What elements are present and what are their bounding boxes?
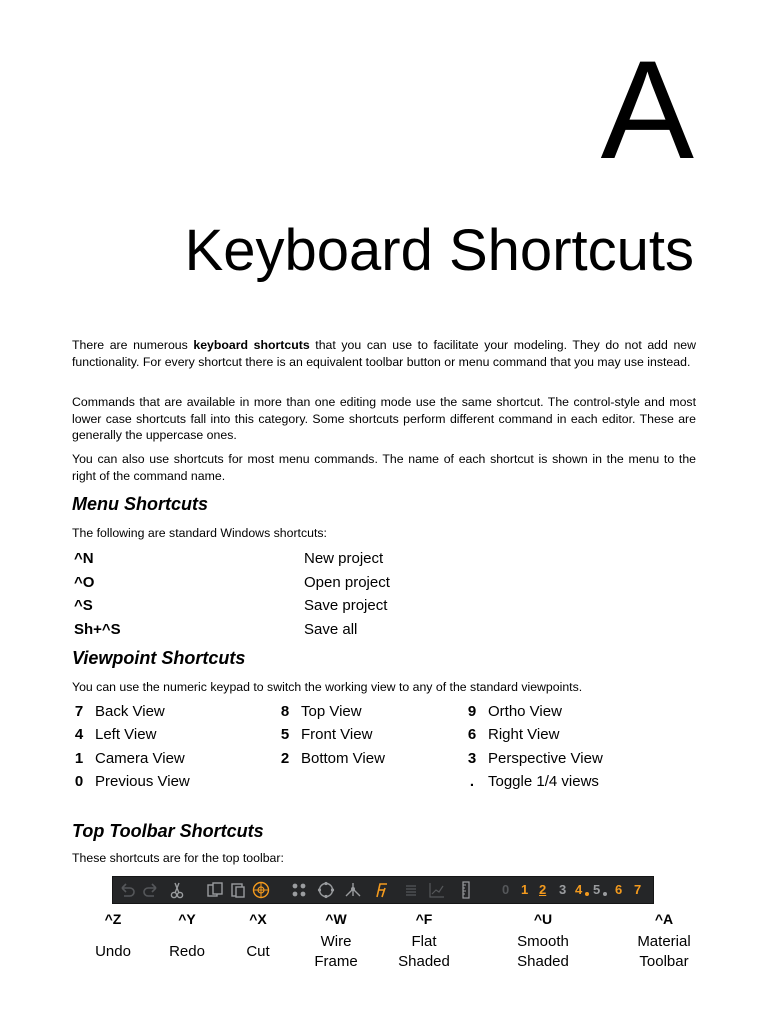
shortcut-command: Bottom View [301,750,385,767]
grid-icon [289,880,309,900]
toolbar-number: 6 [615,882,623,897]
shortcut-command: Smooth Shaded [517,933,569,970]
shortcut-key: 6 [467,726,477,743]
shortcut-key: ^X [249,911,267,927]
top-toolbar-image [112,876,654,904]
shortcut-key: 5 [280,726,290,743]
cut-icon [167,880,187,900]
shortcut-key: 8 [280,703,290,720]
shortcut-key: ^Y [178,911,196,927]
shortcut-command: Redo [169,943,205,960]
chapter-letter: A [600,31,694,188]
top-toolbar-shortcuts-intro: These shortcuts are for the top toolbar: [72,851,284,865]
graph-icon [427,880,447,900]
copy-icon [205,880,225,900]
shortcut-key: ^S [74,597,93,614]
viewpoint-shortcuts-intro: You can use the numeric keypad to switch the working view to any of the standard viewpoints. [72,680,583,694]
redo-icon [141,880,161,900]
shortcut-command: Undo [95,943,131,960]
flat-shade-icon [372,880,392,900]
shortcut-key: 2 [280,750,290,767]
paste-icon [228,880,248,900]
intro-paragraph-3: You can also use shortcuts for most menu commands. The name of each shortcut is shown in the menu to the right of the command name. [72,452,696,483]
top-toolbar-shortcuts-heading: Top Toolbar Shortcuts [72,821,264,841]
shortcut-command: Toggle 1/4 views [488,773,599,790]
keyboard-shortcuts-term: keyboard shortcuts [193,338,310,352]
target-icon [251,880,271,900]
shortcut-key: 0 [74,773,84,790]
shortcut-key: 4 [74,726,84,743]
ruler-icon [456,880,476,900]
menu-shortcuts-intro: The following are standard Windows shortcuts: [72,526,327,540]
shortcut-key: ^W [325,911,347,927]
shortcut-key: Sh+^S [74,621,121,638]
undo-icon [117,880,137,900]
shortcut-command: Material Toolbar [637,933,691,970]
shortcut-command: New project [304,550,384,567]
shortcut-command: Ortho View [488,703,562,720]
shortcut-command: Perspective View [488,750,603,767]
shortcut-command: Back View [95,703,165,720]
intro-paragraph-1: There are numerous keyboard shortcuts that you can use to facilitate your modeling. They do not add new functionality. For every shortcut there is an equivalent toolbar button or menu command that you may use instead. [72,338,697,369]
toolbar-number: 3 [559,882,567,897]
shortcut-command: Wire Frame [314,933,358,970]
intro-paragraph-2: Commands that are available in more than one editing mode use the same shortcut. The control-style and most lower case shortcuts fall into this category. Some shortcuts perform different command in each editor. These are generally the uppercase ones. [72,395,696,442]
toolbar-dot-icon [603,892,607,896]
shortcut-command: Camera View [95,750,185,767]
shortcut-command: Save all [304,621,358,638]
shortcut-key: ^O [74,574,95,591]
toolbar-number: 7 [634,882,642,897]
shortcut-key: ^A [654,911,674,927]
toolbar-number: 1 [521,882,529,897]
shortcut-key: ^U [533,911,553,927]
shortcut-command: Front View [301,726,373,743]
toolbar-number: 0 [502,882,510,897]
rotate-icon [316,880,336,900]
shortcut-command: Top View [301,703,362,720]
shortcut-key: ^F [415,911,433,927]
shortcut-command: Left View [95,726,157,743]
viewpoint-shortcuts-heading: Viewpoint Shortcuts [72,648,246,668]
shortcut-command: Cut [246,943,270,960]
list-icon [401,880,421,900]
shortcut-key: 9 [467,703,477,720]
shortcut-command: Previous View [95,773,190,790]
shortcut-command: Save project [304,597,388,614]
toolbar-number: 5 [593,882,601,897]
shortcut-key: ^N [74,550,94,567]
snap-icon [343,880,363,900]
menu-shortcuts-heading: Menu Shortcuts [72,494,209,514]
shortcut-key: 7 [74,703,84,720]
shortcut-key: 3 [467,750,477,767]
toolbar-dot-icon [585,892,589,896]
toolbar-number: 2 [539,882,547,897]
chapter-title: Keyboard Shortcuts [184,218,694,283]
shortcut-key: ^Z [104,911,122,927]
shortcut-command: Right View [488,726,560,743]
shortcut-command: Flat Shaded [398,933,450,970]
shortcut-key: . [469,773,475,790]
toolbar-number: 4 [575,882,583,897]
shortcut-key: 1 [74,750,84,767]
shortcut-command: Open project [304,574,390,591]
